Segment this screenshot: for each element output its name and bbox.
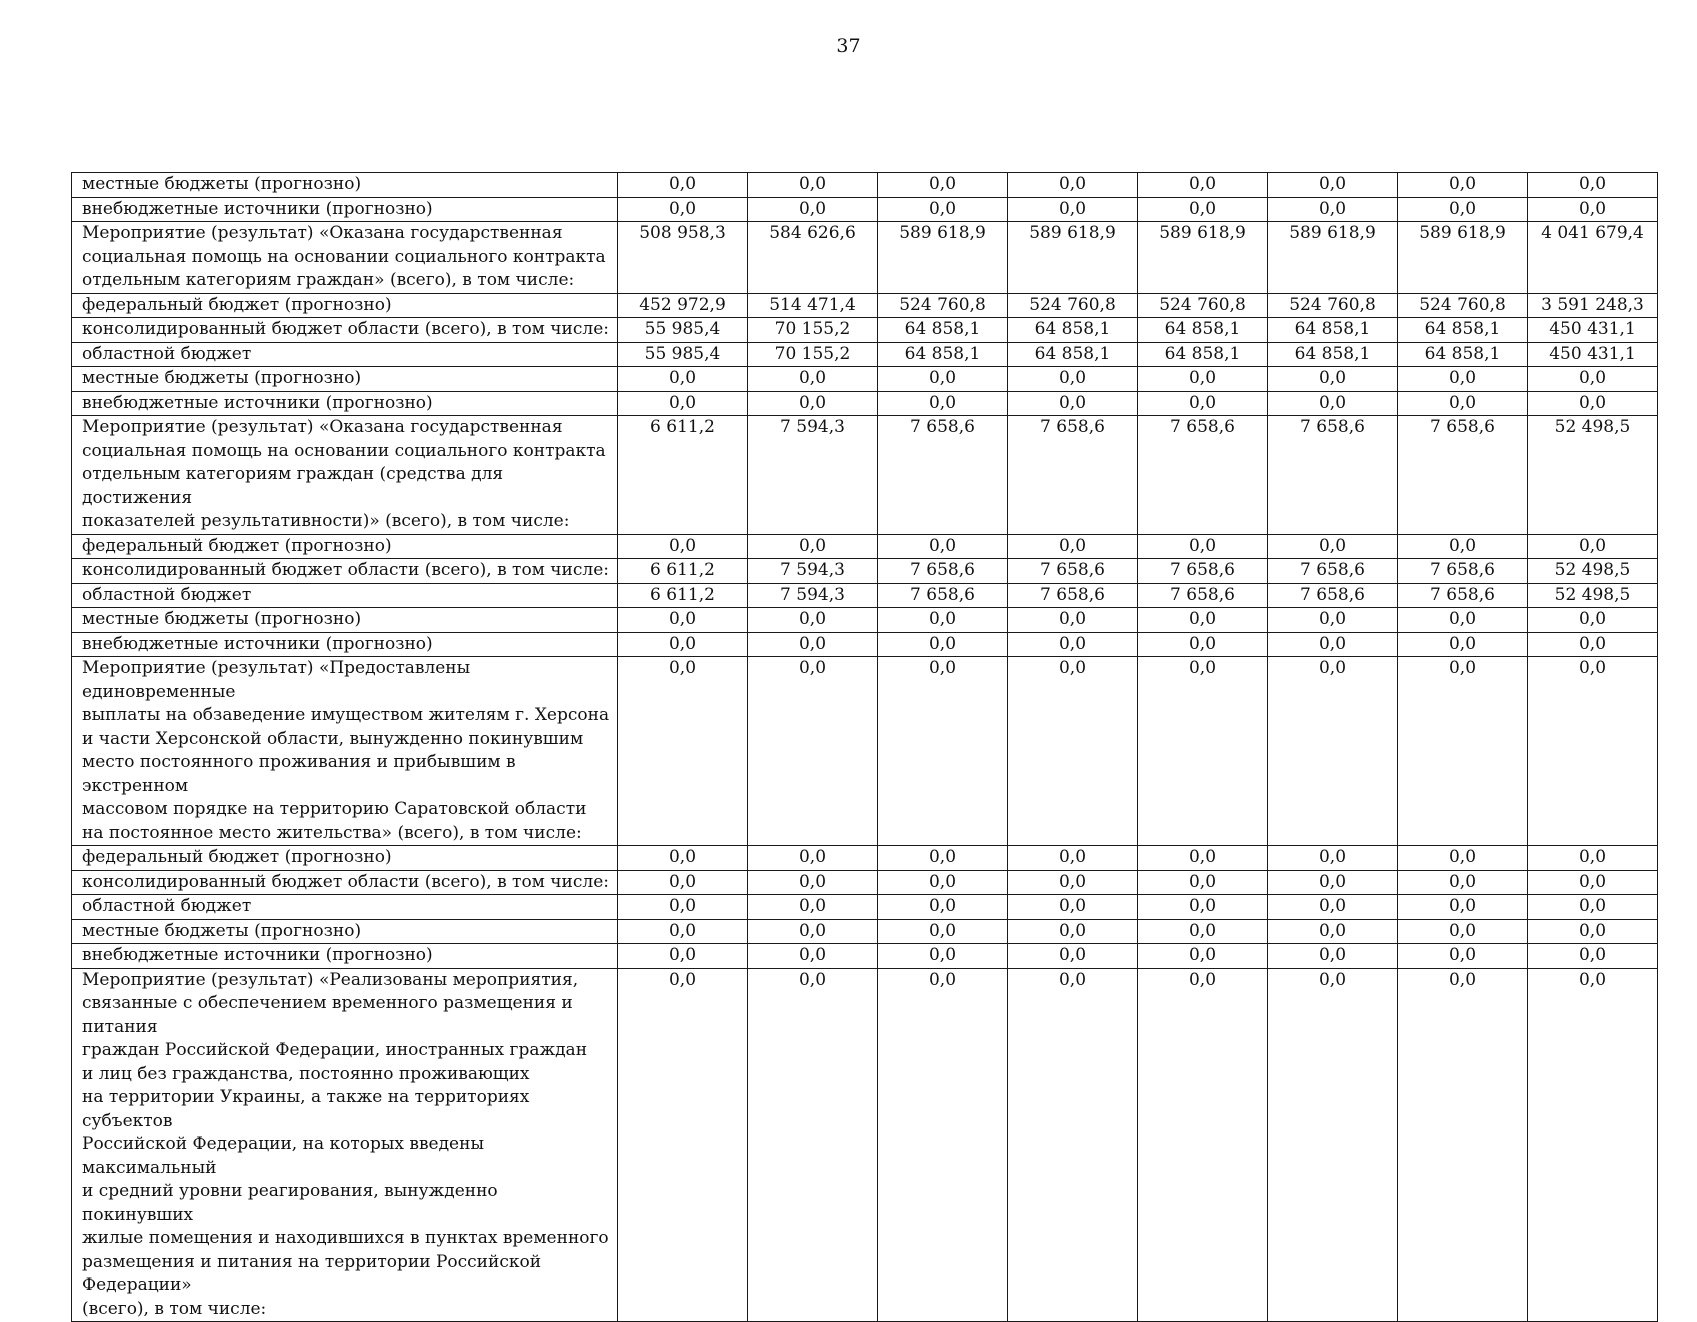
row-label: Мероприятие (результат) «Оказана государственная социальная помощь на основании социального контракта отдельным категориям граждан (средства для достижения показателей результативности)» (всего), в том числе:	[72, 416, 618, 535]
table-row	[72, 293, 1658, 318]
value-cell: 0,0	[748, 367, 878, 392]
value-cell: 0,0	[1138, 534, 1268, 559]
value-cell: 7 658,6	[878, 416, 1008, 535]
value-cell: 0,0	[1268, 895, 1398, 920]
value-cell: 7 658,6	[1268, 559, 1398, 584]
table-row	[72, 944, 1658, 969]
value-cell: 0,0	[1138, 919, 1268, 944]
table-row	[72, 534, 1658, 559]
value-cell: 7 658,6	[1138, 583, 1268, 608]
value-cell: 0,0	[748, 173, 878, 198]
row-label: внебюджетные источники (прогнозно)	[72, 944, 618, 969]
value-cell: 0,0	[1008, 632, 1138, 657]
value-cell: 0,0	[1528, 919, 1658, 944]
budget-table-body	[72, 173, 1658, 1322]
value-cell: 0,0	[1398, 632, 1528, 657]
value-cell: 64 858,1	[1398, 318, 1528, 343]
row-label: местные бюджеты (прогнозно)	[72, 608, 618, 633]
value-cell: 64 858,1	[1398, 342, 1528, 367]
table-row	[72, 968, 1658, 1322]
value-cell: 7 658,6	[1008, 583, 1138, 608]
table-row	[72, 318, 1658, 343]
value-cell: 0,0	[1528, 944, 1658, 969]
value-cell: 7 658,6	[1008, 416, 1138, 535]
value-cell: 0,0	[748, 632, 878, 657]
value-cell: 452 972,9	[618, 293, 748, 318]
value-cell: 0,0	[1528, 534, 1658, 559]
value-cell: 0,0	[1528, 367, 1658, 392]
table-row	[72, 342, 1658, 367]
value-cell: 0,0	[878, 632, 1008, 657]
value-cell: 524 760,8	[878, 293, 1008, 318]
value-cell: 0,0	[1528, 846, 1658, 871]
value-cell: 64 858,1	[1268, 342, 1398, 367]
value-cell: 0,0	[748, 534, 878, 559]
value-cell: 0,0	[1398, 944, 1528, 969]
value-cell: 0,0	[618, 870, 748, 895]
value-cell: 0,0	[618, 197, 748, 222]
value-cell: 0,0	[1138, 197, 1268, 222]
value-cell: 508 958,3	[618, 222, 748, 294]
value-cell: 0,0	[1268, 197, 1398, 222]
value-cell: 4 041 679,4	[1528, 222, 1658, 294]
row-label: внебюджетные источники (прогнозно)	[72, 391, 618, 416]
value-cell: 0,0	[1398, 391, 1528, 416]
value-cell: 0,0	[1008, 870, 1138, 895]
value-cell: 0,0	[1008, 173, 1138, 198]
value-cell: 0,0	[1008, 367, 1138, 392]
value-cell: 64 858,1	[1008, 342, 1138, 367]
row-label: консолидированный бюджет области (всего), в том числе:	[72, 870, 618, 895]
value-cell: 0,0	[1398, 846, 1528, 871]
value-cell: 0,0	[878, 367, 1008, 392]
value-cell: 0,0	[1528, 391, 1658, 416]
value-cell: 0,0	[1008, 919, 1138, 944]
row-label: внебюджетные источники (прогнозно)	[72, 197, 618, 222]
table-row	[72, 608, 1658, 633]
value-cell: 52 498,5	[1528, 559, 1658, 584]
value-cell: 0,0	[1138, 657, 1268, 846]
value-cell: 0,0	[618, 534, 748, 559]
value-cell: 64 858,1	[878, 318, 1008, 343]
row-label: Мероприятие (результат) «Оказана государственная социальная помощь на основании социального контракта отдельным категориям граждан» (всего), в том числе:	[72, 222, 618, 294]
value-cell: 64 858,1	[1138, 318, 1268, 343]
row-label: федеральный бюджет (прогнозно)	[72, 293, 618, 318]
value-cell: 7 658,6	[1138, 416, 1268, 535]
value-cell: 0,0	[1268, 870, 1398, 895]
value-cell: 64 858,1	[1138, 342, 1268, 367]
value-cell: 0,0	[1138, 173, 1268, 198]
value-cell: 0,0	[1138, 846, 1268, 871]
value-cell: 450 431,1	[1528, 318, 1658, 343]
value-cell: 64 858,1	[1268, 318, 1398, 343]
value-cell: 0,0	[878, 608, 1008, 633]
value-cell: 0,0	[1398, 173, 1528, 198]
row-label: консолидированный бюджет области (всего), в том числе:	[72, 318, 618, 343]
value-cell: 589 618,9	[1008, 222, 1138, 294]
table-row	[72, 632, 1658, 657]
value-cell: 0,0	[618, 632, 748, 657]
table-row	[72, 173, 1658, 198]
value-cell: 0,0	[618, 608, 748, 633]
row-label: местные бюджеты (прогнозно)	[72, 919, 618, 944]
value-cell: 0,0	[878, 919, 1008, 944]
value-cell: 0,0	[878, 895, 1008, 920]
table-row	[72, 895, 1658, 920]
value-cell: 0,0	[1138, 632, 1268, 657]
value-cell: 0,0	[748, 608, 878, 633]
value-cell: 0,0	[618, 895, 748, 920]
value-cell: 0,0	[618, 846, 748, 871]
value-cell: 0,0	[1268, 657, 1398, 846]
value-cell: 55 985,4	[618, 318, 748, 343]
table-row	[72, 846, 1658, 871]
page-number: 37	[836, 35, 861, 57]
value-cell: 7 658,6	[878, 559, 1008, 584]
value-cell: 0,0	[618, 944, 748, 969]
value-cell: 0,0	[748, 391, 878, 416]
value-cell: 450 431,1	[1528, 342, 1658, 367]
value-cell: 0,0	[1138, 870, 1268, 895]
value-cell: 64 858,1	[878, 342, 1008, 367]
table-row	[72, 559, 1658, 584]
row-label: федеральный бюджет (прогнозно)	[72, 846, 618, 871]
value-cell: 0,0	[1008, 846, 1138, 871]
value-cell: 524 760,8	[1268, 293, 1398, 318]
row-label: Мероприятие (результат) «Реализованы мероприятия, связанные с обеспечением временного размещения и питания граждан Российской Федерации, иностранных граждан и лиц без гражданства, постоянно проживающих на территории Украины, а также на территориях субъектов Российской Федерации, на которых введены максимальный и средний уровни реагирования, вынужденно покинувших жилые помещения и находившихся в пунктах временного размещения и питания на территории Российской Федерации» (всего), в том числе:	[72, 968, 618, 1322]
value-cell: 0,0	[618, 919, 748, 944]
value-cell: 0,0	[1398, 919, 1528, 944]
value-cell: 0,0	[1398, 197, 1528, 222]
value-cell: 0,0	[1268, 846, 1398, 871]
table-row	[72, 367, 1658, 392]
value-cell: 0,0	[878, 657, 1008, 846]
value-cell: 0,0	[1138, 968, 1268, 1322]
value-cell: 7 594,3	[748, 559, 878, 584]
value-cell: 0,0	[1268, 391, 1398, 416]
value-cell: 589 618,9	[1268, 222, 1398, 294]
row-label: Мероприятие (результат) «Предоставлены единовременные выплаты на обзаведение имуществом жителям г. Херсона и части Херсонской области, вынужденно покинувшим место постоянного проживания и прибывшим в экстренном массовом порядке на территорию Саратовской области на постоянное место жительства» (всего), в том числе:	[72, 657, 618, 846]
value-cell: 0,0	[878, 846, 1008, 871]
value-cell: 0,0	[1528, 173, 1658, 198]
value-cell: 70 155,2	[748, 342, 878, 367]
row-label: областной бюджет	[72, 583, 618, 608]
value-cell: 0,0	[1528, 968, 1658, 1322]
value-cell: 0,0	[1008, 657, 1138, 846]
value-cell: 0,0	[1268, 173, 1398, 198]
value-cell: 52 498,5	[1528, 583, 1658, 608]
value-cell: 0,0	[1398, 968, 1528, 1322]
table-row	[72, 657, 1658, 846]
value-cell: 524 760,8	[1398, 293, 1528, 318]
value-cell: 0,0	[878, 870, 1008, 895]
table-row	[72, 197, 1658, 222]
value-cell: 0,0	[1008, 944, 1138, 969]
table-row	[72, 391, 1658, 416]
value-cell: 0,0	[1138, 367, 1268, 392]
row-label: внебюджетные источники (прогнозно)	[72, 632, 618, 657]
value-cell: 0,0	[1528, 895, 1658, 920]
value-cell: 0,0	[1008, 197, 1138, 222]
value-cell: 0,0	[878, 534, 1008, 559]
value-cell: 6 611,2	[618, 583, 748, 608]
row-label: областной бюджет	[72, 895, 618, 920]
value-cell: 0,0	[1528, 870, 1658, 895]
value-cell: 7 658,6	[1008, 559, 1138, 584]
value-cell: 0,0	[618, 173, 748, 198]
value-cell: 589 618,9	[1398, 222, 1528, 294]
row-label: местные бюджеты (прогнозно)	[72, 367, 618, 392]
value-cell: 0,0	[1398, 870, 1528, 895]
value-cell: 0,0	[1138, 391, 1268, 416]
value-cell: 0,0	[1268, 919, 1398, 944]
value-cell: 0,0	[748, 968, 878, 1322]
value-cell: 0,0	[1138, 608, 1268, 633]
value-cell: 0,0	[1268, 534, 1398, 559]
value-cell: 0,0	[1008, 895, 1138, 920]
value-cell: 70 155,2	[748, 318, 878, 343]
value-cell: 0,0	[1528, 632, 1658, 657]
value-cell: 0,0	[1398, 657, 1528, 846]
value-cell: 0,0	[748, 944, 878, 969]
table-row	[72, 416, 1658, 535]
value-cell: 0,0	[1268, 608, 1398, 633]
value-cell: 0,0	[1528, 197, 1658, 222]
value-cell: 0,0	[618, 391, 748, 416]
value-cell: 7 658,6	[1398, 583, 1528, 608]
value-cell: 0,0	[878, 944, 1008, 969]
row-label: областной бюджет	[72, 342, 618, 367]
value-cell: 589 618,9	[1138, 222, 1268, 294]
value-cell: 0,0	[1268, 367, 1398, 392]
value-cell: 0,0	[1008, 534, 1138, 559]
value-cell: 0,0	[1268, 632, 1398, 657]
row-label: федеральный бюджет (прогнозно)	[72, 534, 618, 559]
table-row	[72, 583, 1658, 608]
budget-table	[71, 172, 1658, 1322]
value-cell: 7 594,3	[748, 416, 878, 535]
value-cell: 7 594,3	[748, 583, 878, 608]
value-cell: 0,0	[618, 968, 748, 1322]
table-row	[72, 870, 1658, 895]
value-cell: 0,0	[878, 197, 1008, 222]
value-cell: 0,0	[1008, 391, 1138, 416]
value-cell: 0,0	[618, 367, 748, 392]
value-cell: 0,0	[1528, 657, 1658, 846]
value-cell: 524 760,8	[1138, 293, 1268, 318]
value-cell: 0,0	[1138, 944, 1268, 969]
value-cell: 7 658,6	[1398, 416, 1528, 535]
value-cell: 55 985,4	[618, 342, 748, 367]
value-cell: 7 658,6	[1268, 583, 1398, 608]
value-cell: 0,0	[748, 197, 878, 222]
value-cell: 64 858,1	[1008, 318, 1138, 343]
value-cell: 0,0	[618, 657, 748, 846]
row-label: консолидированный бюджет области (всего), в том числе:	[72, 559, 618, 584]
value-cell: 0,0	[1398, 608, 1528, 633]
value-cell: 6 611,2	[618, 416, 748, 535]
value-cell: 52 498,5	[1528, 416, 1658, 535]
value-cell: 7 658,6	[1138, 559, 1268, 584]
table-row	[72, 919, 1658, 944]
value-cell: 0,0	[1268, 968, 1398, 1322]
value-cell: 0,0	[1398, 367, 1528, 392]
value-cell: 0,0	[1398, 895, 1528, 920]
value-cell: 0,0	[1268, 944, 1398, 969]
value-cell: 0,0	[1138, 895, 1268, 920]
row-label: местные бюджеты (прогнозно)	[72, 173, 618, 198]
value-cell: 0,0	[878, 173, 1008, 198]
value-cell: 0,0	[748, 870, 878, 895]
value-cell: 7 658,6	[1268, 416, 1398, 535]
value-cell: 0,0	[1008, 608, 1138, 633]
value-cell: 514 471,4	[748, 293, 878, 318]
value-cell: 589 618,9	[878, 222, 1008, 294]
value-cell: 0,0	[1008, 968, 1138, 1322]
value-cell: 0,0	[1398, 534, 1528, 559]
value-cell: 3 591 248,3	[1528, 293, 1658, 318]
value-cell: 0,0	[748, 657, 878, 846]
value-cell: 0,0	[748, 895, 878, 920]
value-cell: 0,0	[878, 968, 1008, 1322]
table-row	[72, 222, 1658, 294]
value-cell: 584 626,6	[748, 222, 878, 294]
value-cell: 0,0	[878, 391, 1008, 416]
value-cell: 0,0	[748, 919, 878, 944]
value-cell: 6 611,2	[618, 559, 748, 584]
value-cell: 0,0	[748, 846, 878, 871]
value-cell: 7 658,6	[878, 583, 1008, 608]
value-cell: 7 658,6	[1398, 559, 1528, 584]
value-cell: 0,0	[1528, 608, 1658, 633]
value-cell: 524 760,8	[1008, 293, 1138, 318]
